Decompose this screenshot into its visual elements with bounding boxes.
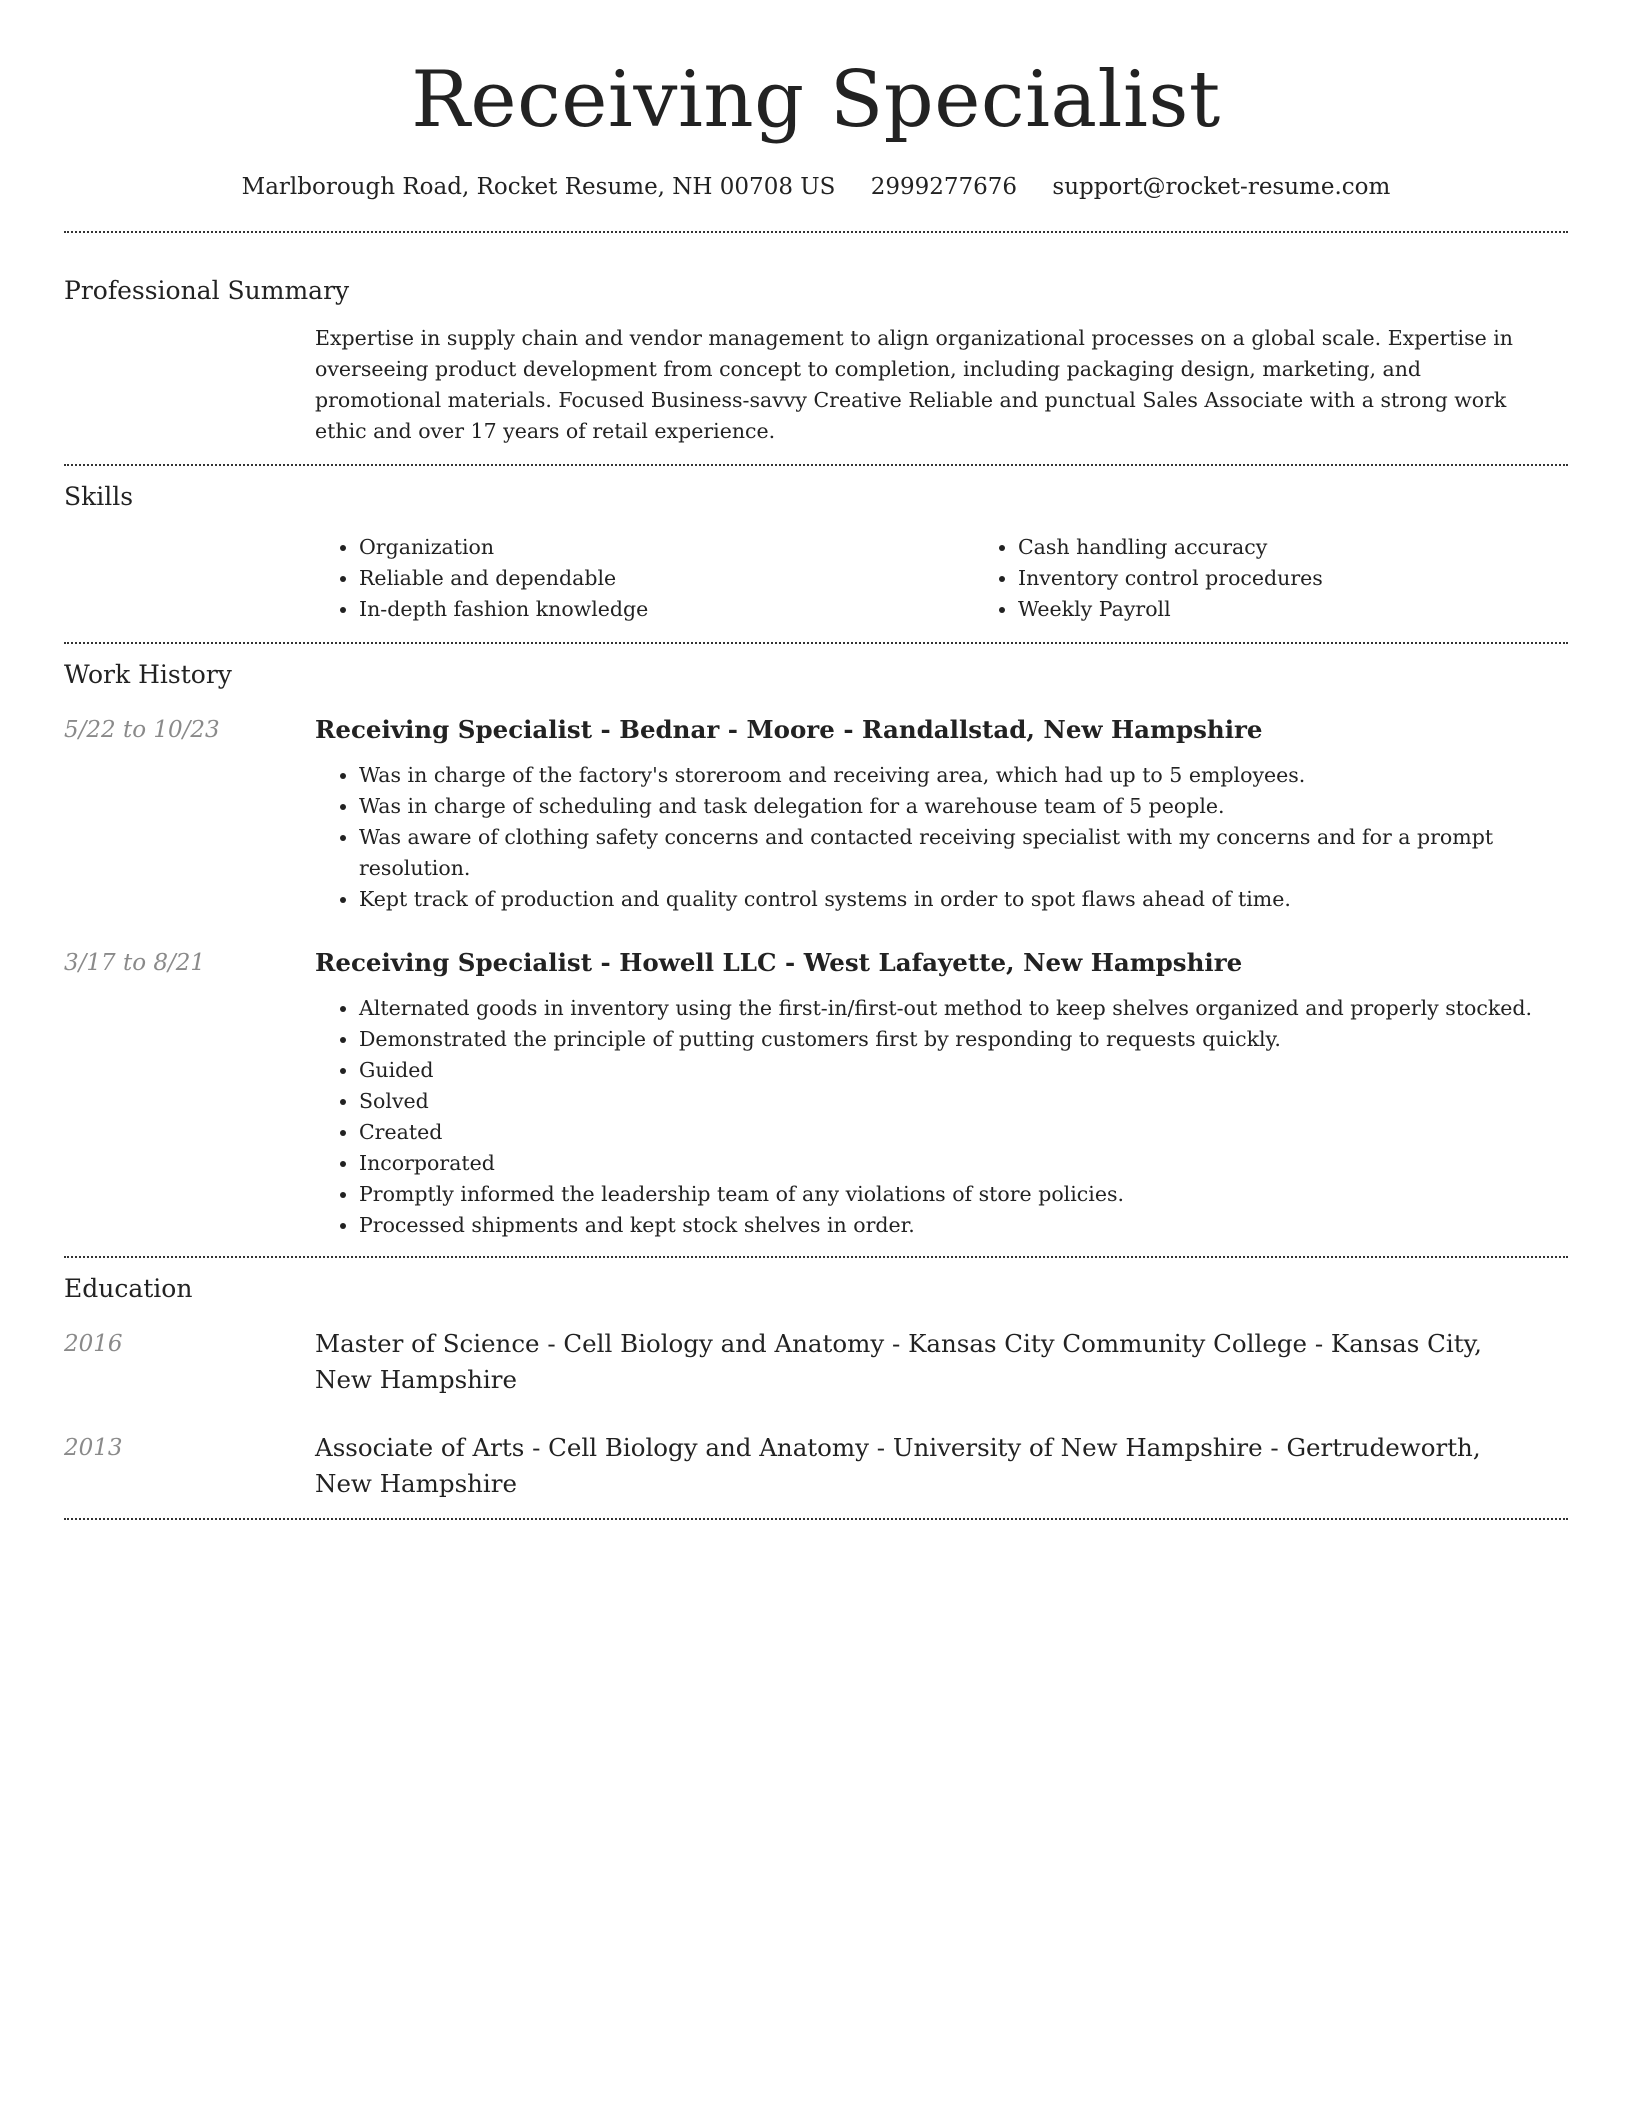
resume-name: Receiving Specialist [411,55,1221,145]
job-bullet: • Solved [359,1086,1568,1117]
job-bullet: • Was in charge of scheduling and task delegation for a warehouse team of 5 people. [359,791,1568,822]
job-entry [64,712,1568,915]
education-degree: Master of Science - Cell Biology and Anatomy [315,1329,885,1358]
section-title-skills: Skills [64,482,134,511]
skill-item: • In-depth fashion knowledge [359,594,974,625]
education-details: - University of New Hampshire - Gertrudeworth, New Hampshire [315,1433,1481,1498]
divider [64,1256,1568,1258]
job-bullet: • Was aware of clothing safety concerns and contacted receiving specialist with my concerns and for a prompt resolution. [359,822,1568,884]
skill-item: • Weekly Payroll [1018,594,1632,625]
contact-email: support@rocket-resume.com [1052,174,1391,200]
summary-row [64,323,1568,447]
job-bullet: • Processed shipments and kept stock shelves in order. [359,1210,1568,1241]
job-entry [64,945,1568,1241]
resume-page [64,0,1568,1520]
job-bullet: • Was in charge of the factory's storeroom and receiving area, which had up to 5 employees. [359,760,1568,791]
job-bullet: • Guided [359,1055,1568,1086]
education-heading [315,1326,1568,1398]
skills-list-left [315,532,974,625]
education-year: 2013 [64,1435,123,1461]
skill-item: • Reliable and dependable [359,563,974,594]
job-bullet: • Incorporated [359,1148,1568,1179]
education-details: - Kansas City Community College - Kansas City, New Hampshire [315,1329,1482,1394]
skill-item: • Cash handling accuracy [1018,532,1632,563]
job-dates: 5/22 to 10/23 [64,717,220,743]
job-bullet: • Promptly informed the leadership team of any violations of store policies. [359,1179,1568,1210]
divider [64,231,1568,233]
job-bullet: • Kept track of production and quality control systems in order to spot flaws ahead of time. [359,884,1568,915]
contact-address: Marlborough Road, Rocket Resume, NH 00708 US [241,174,836,200]
job-bullet: • Demonstrated the principle of putting customers first by responding to requests quickly. [359,1024,1568,1055]
skills-row [64,532,1568,625]
section-title-summary: Professional Summary [64,276,350,305]
job-bullet: • Created [359,1117,1568,1148]
divider [64,1518,1568,1520]
section-title-work-history: Work History [64,660,232,689]
job-heading: Receiving Specialist - Howell LLC - West Lafayette, New Hampshire [315,948,1243,977]
job-bullet: • Alternated goods in inventory using the first-in/first-out method to keep shelves organized and properly stocked. [359,993,1568,1024]
education-entry [64,1430,1568,1502]
job-heading: Receiving Specialist - Bednar - Moore - Randallstad, New Hampshire [315,715,1263,744]
education-degree: Associate of Arts - Cell Biology and Anatomy [315,1433,869,1462]
education-heading [315,1430,1568,1502]
contact-line [64,170,1568,204]
summary-text: Expertise in supply chain and vendor management to align organizational processes on a global scale. Expertise in overseeing product development from concept to completion, including packaging design, marketing, and promotional materials. Focused Business-savvy Creative Reliable and punctual Sales Associate with a strong work ethic and over 17 years of retail experience. [315,326,1513,443]
divider [64,464,1568,466]
education-year: 2016 [64,1331,123,1357]
contact-phone: 2999277676 [870,174,1018,200]
education-entry [64,1326,1568,1398]
skills-list-right [974,532,1632,625]
job-bullet-list [315,760,1568,915]
section-title-education: Education [64,1274,193,1303]
job-dates: 3/17 to 8/21 [64,950,206,976]
job-bullet-list [315,993,1568,1241]
skill-item: • Organization [359,532,974,563]
skill-item: • Inventory control procedures [1018,563,1632,594]
divider [64,642,1568,644]
